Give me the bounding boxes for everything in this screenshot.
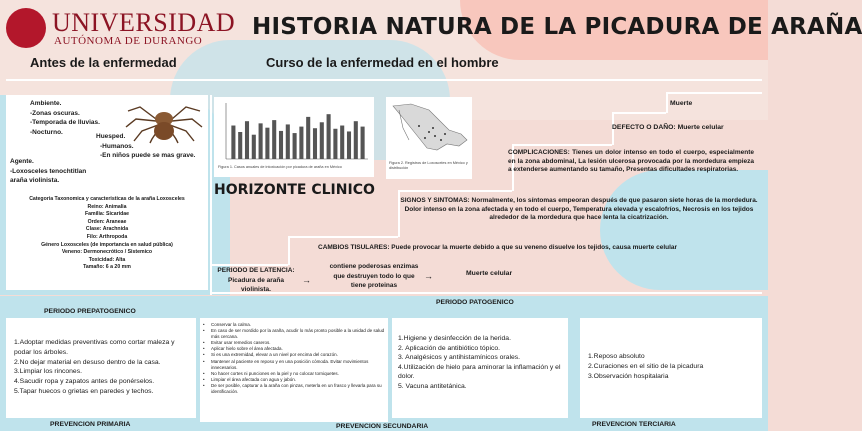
signos-sintomas-text: SIGNOS Y SINTOMAS: Normalmente, los síntomas empeoran después de que pasaron siete horas de la mordedura. Dolor intenso en la zona afectada y en todo el cuerpo, Temperatura elevada y escalofríos, Necrosis en los tejidos alrededor de la mordedura que hace lenta la cicatrización. bbox=[400, 197, 758, 222]
bar-chart bbox=[220, 101, 370, 163]
secundaria-item: • Conservar la calma. bbox=[202, 322, 386, 328]
prevencion-secundaria-label: PREVENCION SECUNDARIA bbox=[336, 423, 429, 430]
huesped-block bbox=[96, 132, 195, 161]
bar bbox=[265, 128, 269, 159]
bar bbox=[327, 114, 331, 159]
horizonte-clinico-heading: HORIZONTE CLINICO bbox=[214, 182, 375, 198]
latencia-block bbox=[214, 266, 298, 295]
bar bbox=[347, 131, 351, 159]
bar bbox=[299, 127, 303, 159]
ambiente-item: -Zonas oscuras. bbox=[30, 109, 80, 117]
taxonomia-item: Género Loxosceles (de importancia en salud pública) bbox=[41, 241, 173, 248]
taxonomia-item: Orden: Araneae bbox=[87, 218, 127, 225]
map-caption: Figura 2. Registros de Loxosceles en México y distribución bbox=[389, 161, 468, 170]
bar bbox=[286, 124, 290, 159]
primaria-item: 2.No dejar material en desuso dentro de la casa. bbox=[14, 358, 161, 366]
blue-right-shape bbox=[600, 170, 768, 290]
university-subname: AUTÓNOMA DE DURANGO bbox=[54, 35, 203, 47]
bar-chart-caption: Figura 1. Casos anuales de intoxicación por picadura de araña en México bbox=[218, 165, 342, 169]
primaria-item: 5.Tapar huecos o grietas en paredes y techos. bbox=[14, 387, 154, 395]
bar bbox=[272, 120, 276, 159]
secundaria-item-2: 4.Utilización de hielo para aminorar la inflamación y el dolor. bbox=[398, 363, 561, 381]
stair-line bbox=[512, 144, 612, 146]
heading-antes: Antes de la enfermedad bbox=[30, 55, 177, 70]
university-seal-icon bbox=[6, 8, 46, 48]
ambiente-title: Ambiente. bbox=[30, 100, 62, 107]
secundaria-item: • Si es una extremidad, elevar a un nivel por encima del corazón. bbox=[202, 352, 386, 358]
bar bbox=[313, 128, 317, 159]
taxonomia-block bbox=[8, 196, 206, 272]
bar bbox=[320, 122, 324, 159]
enzimas-block bbox=[324, 262, 424, 291]
prepatogenic-box bbox=[6, 95, 208, 290]
arrow-icon: → bbox=[424, 271, 433, 281]
huesped-title: Huesped. bbox=[96, 133, 126, 140]
bar bbox=[361, 127, 365, 159]
taxonomia-item: Veneno: Dermonecrótico / Sistemico bbox=[61, 249, 153, 256]
ambiente-item: -Temporada de lluvias. bbox=[30, 119, 100, 126]
secundaria-item: • No hacer cortes ni punciones en la piel y no colocar torniquetes. bbox=[202, 371, 386, 377]
bar bbox=[354, 121, 358, 159]
prevencion-secundaria-box-1 bbox=[200, 318, 388, 422]
taxonomia-title: Categoria Taxonomica y caracteristicas de la araña Loxosceles bbox=[29, 196, 185, 202]
heading-curso: Curso de la enfermedad en el hombre bbox=[266, 55, 499, 70]
huesped-item: -Humanos. bbox=[100, 142, 134, 150]
terciaria-item: 2.Curaciones en el sitio de la picadura bbox=[588, 362, 704, 370]
secundaria-item: • Aplicar hielo sobre el área afectada. bbox=[202, 346, 386, 352]
enzimas-line: contiene poderosas enzimas bbox=[329, 263, 419, 270]
taxonomia-item: Familia: Sicaridae bbox=[84, 211, 130, 218]
taxonomia-item: Clase: Arachnida bbox=[85, 226, 129, 233]
ambiente-item: -Nocturno. bbox=[30, 128, 63, 136]
bar bbox=[340, 126, 344, 159]
stair-line bbox=[666, 92, 668, 113]
huesped-item: -En niños puede se mas grave. bbox=[100, 152, 196, 159]
stair-line bbox=[666, 92, 762, 94]
bar bbox=[252, 135, 256, 159]
header-divider bbox=[6, 79, 762, 81]
stair-line bbox=[612, 112, 666, 114]
secundaria-item: • En caso de ser mordido por la araña, acudir lo más pronto posible a la unidad de salud más cercana. bbox=[202, 328, 386, 340]
stair-line bbox=[398, 190, 512, 192]
prevencion-terciaria-box bbox=[580, 318, 762, 418]
primaria-list bbox=[14, 338, 190, 397]
agente-block bbox=[10, 157, 86, 186]
prevencion-terciaria-label: PREVENCION TERCIARIA bbox=[592, 421, 676, 428]
secundaria-item: • Mantener al paciente en reposo y en una posición cómoda. Evitar movimientos innecesarios. bbox=[202, 359, 386, 371]
agente-item: araña violinista. bbox=[10, 177, 60, 184]
secundaria-item: • Limpiar el área afectada con agua y jabón. bbox=[202, 377, 386, 383]
secundaria-item-2: 1.Higiene y desinfección de la herida. bbox=[398, 335, 511, 342]
bar bbox=[333, 129, 337, 159]
periodo-prepatogenico-label: PERIODO PREPATOGENICO bbox=[44, 308, 136, 315]
university-logo bbox=[6, 8, 246, 50]
arrow-icon: → bbox=[302, 275, 311, 285]
bar bbox=[238, 132, 242, 159]
stair-line bbox=[288, 236, 290, 265]
bar bbox=[231, 126, 235, 159]
enzimas-line: que destruyen todo lo que bbox=[333, 272, 415, 280]
secundaria-list bbox=[202, 322, 386, 395]
muerte-top: Muerte bbox=[670, 100, 693, 107]
university-name: UNIVERSIDAD bbox=[52, 8, 236, 37]
primaria-item: 4.Sacudir ropa y zapatos antes de ponérselos. bbox=[14, 378, 155, 386]
prevencion-primaria-box bbox=[6, 318, 196, 418]
map-figure bbox=[386, 97, 472, 179]
page-title: HISTORIA NATURA DE LA PICADURA DE ARAÑA bbox=[252, 14, 862, 40]
enzimas-line: tiene proteinas bbox=[350, 282, 398, 289]
stair-line bbox=[288, 236, 398, 238]
primaria-item: 1.Adoptar medidas preventivas como cortar maleza y podar los árboles. bbox=[14, 339, 175, 356]
prevencion-secundaria-box-2 bbox=[392, 318, 568, 418]
secundaria-item-2: 5. Vacuna antitetánica. bbox=[398, 382, 467, 390]
agente-item: -Loxosceles tenochtitlan bbox=[10, 167, 87, 175]
bar bbox=[306, 117, 310, 159]
cambios-tisulares-text: CAMBIOS TISULARES: Puede provocar la muerte debido a que su veneno disuelve los tejidos, causa muerte celular bbox=[318, 244, 678, 251]
taxonomia-item: Toxicidad: Alta bbox=[88, 256, 126, 263]
terciaria-list bbox=[588, 352, 758, 381]
taxonomia-item: Filo: Arthropoda bbox=[86, 233, 128, 240]
ambiente-block bbox=[30, 99, 100, 137]
taxonomia-item: Reino: Animalia bbox=[87, 203, 127, 210]
terciaria-item: 3.Observación hospitalaria bbox=[588, 372, 669, 380]
defecto-dano: DEFECTO O DAÑO: Muerte celular bbox=[612, 124, 724, 131]
primaria-item: 3.Limpiar los rincones. bbox=[14, 368, 82, 376]
agente-title: Agente. bbox=[10, 158, 34, 165]
muerte-celular-label: Muerte celular bbox=[466, 270, 513, 277]
secundaria-item: • De ser posible, capturar a la araña con pinzas, meterla en un frasco y llevarla para su identificación. bbox=[202, 383, 386, 395]
latencia-text: Picadura de araña violinista. bbox=[228, 276, 284, 293]
secundaria-item-2: 3. Analgésicos y antihistamínicos orales. bbox=[398, 354, 521, 362]
secundaria-item: • Evitar usar remedios caseros. bbox=[202, 340, 386, 346]
bar bbox=[245, 121, 249, 159]
latencia-title: PERIODO DE LATENCIA: bbox=[217, 267, 295, 274]
taxonomia-item: Tamaño: 6 a 20 mm bbox=[83, 264, 131, 271]
bar bbox=[259, 123, 263, 159]
secundaria-list-2 bbox=[398, 334, 564, 392]
bar bbox=[279, 131, 283, 159]
periodo-patogenico-label: PERIODO PATOGENICO bbox=[436, 299, 514, 306]
mexico-map-icon bbox=[389, 100, 469, 160]
prevencion-primaria-label: PREVENCION PRIMARIA bbox=[50, 421, 131, 428]
terciaria-item: 1.Reposo absoluto bbox=[588, 353, 645, 360]
bar bbox=[293, 133, 297, 159]
complicaciones-text: COMPLICACIONES: Tienes un dolor intenso en todo el cuerpo, especialmente en la zona abdominal, La lesión ulcerosa provocada por la mordedura empieza a extenderse aumentando su tamaño, Presentas dificultades respiratorias. bbox=[508, 149, 754, 174]
bar-chart-figure bbox=[214, 97, 374, 177]
secundaria-item-2: 2. Aplicación de antibiótico tópico. bbox=[398, 344, 501, 352]
